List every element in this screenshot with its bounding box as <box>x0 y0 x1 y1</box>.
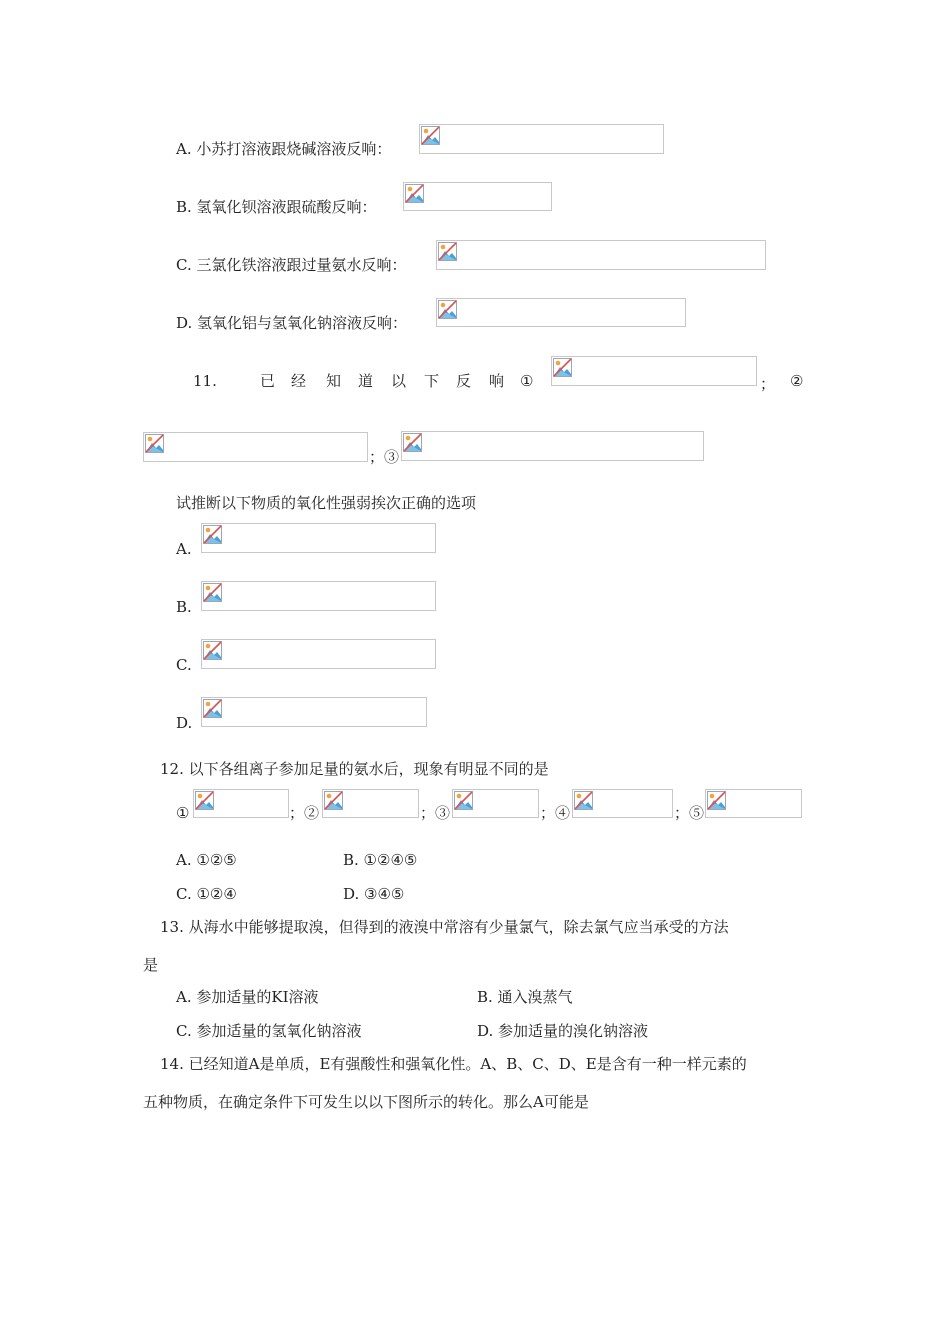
formula-image-q12-5 <box>705 789 802 818</box>
q11-char: 响 <box>489 372 505 390</box>
q11-char: 道 <box>358 372 374 390</box>
broken-image-icon <box>405 184 424 203</box>
broken-image-icon <box>203 699 222 718</box>
q11-option-b: B. <box>176 598 192 616</box>
formula-image-q11-a <box>201 523 436 553</box>
broken-image-icon <box>403 433 422 452</box>
q10-option-d: D. 氢氧化铝与氢氧化钠溶液反响： <box>176 314 408 332</box>
q13-stem-line2: 是 <box>143 956 159 974</box>
q10-option-a: A. 小苏打溶液跟烧碱溶液反响： <box>176 140 392 158</box>
q11-char: 经 <box>291 372 307 390</box>
q11-option-a: A. <box>176 540 192 558</box>
broken-image-icon <box>324 791 343 810</box>
broken-image-icon <box>438 300 457 319</box>
formula-image-q10-c <box>436 240 766 270</box>
formula-image-q10-a <box>419 124 664 154</box>
q12-mark-1: ① <box>176 804 190 822</box>
formula-image-q11-d <box>201 697 427 727</box>
q11-number: 11. <box>193 372 217 390</box>
broken-image-icon <box>421 126 440 145</box>
broken-image-icon <box>553 358 572 377</box>
q12-mark-2: ；② <box>289 804 320 822</box>
q12-mark-4: ；④ <box>540 804 571 822</box>
q11-char: 以 <box>391 372 407 390</box>
formula-image-q12-4 <box>572 789 673 818</box>
q11-separator-2: ；③ <box>369 448 400 466</box>
q11-char: 下 <box>424 372 440 390</box>
q11-stem: 试推断以下物质的氧化性强弱挨次正确的选项 <box>176 494 477 512</box>
formula-image-q11-reaction-3 <box>401 431 704 461</box>
q12-option-d: D. ③④⑤ <box>343 885 405 903</box>
q10-option-b: B. 氢氧化钡溶液跟硫酸反响： <box>176 198 377 216</box>
q14-stem-line1: 14. 已经知道A是单质，E有强酸性和强氧化性。A、B、C、D、E是含有一种一样元素的 <box>160 1055 747 1073</box>
q12-option-c: C. ①②④ <box>176 885 237 903</box>
q13-stem-line1: 13. 从海水中能够提取溴，但得到的液溴中常溶有少量氯气，除去氯气应当承受的方法 <box>160 918 729 936</box>
q11-mark-2: ② <box>790 372 804 390</box>
broken-image-icon <box>707 791 726 810</box>
formula-image-q11-reaction-2 <box>143 432 368 462</box>
broken-image-icon <box>438 242 457 261</box>
q13-option-d: D. 参加适量的溴化钠溶液 <box>477 1022 649 1040</box>
broken-image-icon <box>203 525 222 544</box>
formula-image-q11-b <box>201 581 436 611</box>
q13-option-c: C. 参加适量的氢氧化钠溶液 <box>176 1022 362 1040</box>
broken-image-icon <box>203 583 222 602</box>
q12-option-b: B. ①②④⑤ <box>343 851 418 869</box>
broken-image-icon <box>145 434 164 453</box>
q11-char: 知 <box>326 372 342 390</box>
q11-option-d: D. <box>176 714 193 732</box>
q13-option-a: A. 参加适量的KI溶液 <box>176 988 319 1006</box>
q13-option-b: B. 通入溴蒸气 <box>477 988 573 1006</box>
formula-image-q10-b <box>403 182 552 211</box>
formula-image-q12-2 <box>322 789 419 818</box>
q11-separator-1: ； <box>760 375 776 393</box>
broken-image-icon <box>454 791 473 810</box>
formula-image-q11-c <box>201 639 436 669</box>
formula-image-q12-1 <box>193 789 289 818</box>
q12-stem: 12. 以下各组离子参加足量的氨水后，现象有明显不同的是 <box>160 760 549 778</box>
broken-image-icon <box>203 641 222 660</box>
q12-mark-5: ；⑤ <box>674 804 705 822</box>
q12-option-a: A. ①②⑤ <box>176 851 237 869</box>
formula-image-q12-3 <box>452 789 539 818</box>
formula-image-q10-d <box>436 298 686 327</box>
q11-mark-1: ① <box>520 372 534 390</box>
q12-mark-3: ；③ <box>420 804 451 822</box>
q11-char: 反 <box>456 372 472 390</box>
broken-image-icon <box>195 791 214 810</box>
q10-option-c: C. 三氯化铁溶液跟过量氨水反响： <box>176 256 407 274</box>
formula-image-q11-reaction-1 <box>551 356 757 386</box>
q14-stem-line2: 五种物质，在确定条件下可发生以以下图所示的转化。那么A可能是 <box>143 1093 589 1111</box>
q11-option-c: C. <box>176 656 192 674</box>
broken-image-icon <box>574 791 593 810</box>
q11-char: 已 <box>260 372 276 390</box>
